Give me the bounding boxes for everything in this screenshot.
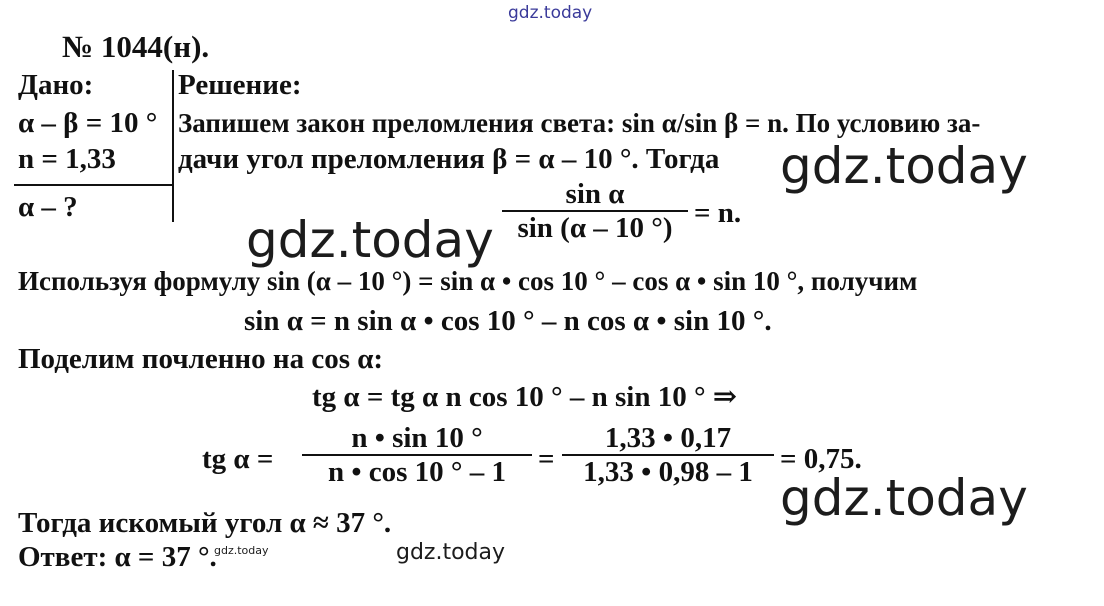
solution-line-7: Тогда искомый угол α ≈ 37 °. [18, 507, 392, 539]
given-label: Дано: [18, 69, 94, 101]
given-divider [14, 184, 172, 186]
watermark-bottom: gdz.today [396, 540, 506, 565]
watermark-right-upper: gdz.today [780, 137, 1028, 195]
problem-number: № 1044(н). [62, 29, 210, 64]
solution-label: Решение: [178, 69, 302, 101]
find-label: α – ? [18, 191, 78, 223]
fraction-snell-numerator: sin α [565, 178, 625, 210]
tg-result: = 0,75. [780, 443, 862, 475]
fraction-numeric-numerator: 1,33 • 0,17 [604, 422, 732, 454]
solution-line-1: Запишем закон преломления света: sin α/sin β = n. По условию за- [178, 108, 981, 138]
watermark-top: gdz.today [508, 3, 593, 23]
solution-line-5: Поделим почленно на cos α: [18, 343, 384, 375]
solution-line-4: sin α = n sin α • cos 10 ° – n cos α • sin 10 °. [244, 305, 772, 337]
fraction-snell [502, 178, 688, 244]
solution-line-3: Используя формулу sin (α – 10 °) = sin α • cos 10 ° – cos α • sin 10 °, получим [18, 266, 918, 296]
given-vertical-rule [172, 70, 174, 222]
watermark-small: gdz.today [214, 544, 269, 557]
watermark-right-lower: gdz.today [780, 469, 1028, 527]
watermark-left-middle: gdz.today [246, 211, 494, 269]
fraction-tg-denominator: n • cos 10 ° – 1 [327, 456, 507, 488]
fraction-snell-denominator: sin (α – 10 °) [517, 212, 673, 244]
fraction-numeric-denominator: 1,33 • 0,98 – 1 [583, 456, 753, 488]
solution-line-6: tg α = tg α n cos 10 ° – n sin 10 ° ⇒ [312, 381, 738, 413]
given-item-angle: α – β = 10 ° [18, 107, 158, 139]
fraction-snell-rhs: = n. [694, 197, 742, 229]
tg-lhs: tg α = [202, 443, 274, 475]
fraction-tg-numerator: n • sin 10 ° [351, 422, 483, 454]
solution-line-2: дачи угол преломления β = α – 10 °. Тогда [178, 143, 720, 175]
fraction-tg-numeric [562, 422, 774, 488]
answer: Ответ: α = 37 °. [18, 541, 217, 573]
fraction-tg-symbolic [302, 422, 532, 488]
given-item-n: n = 1,33 [18, 143, 116, 175]
equals-sign: = [538, 443, 555, 475]
